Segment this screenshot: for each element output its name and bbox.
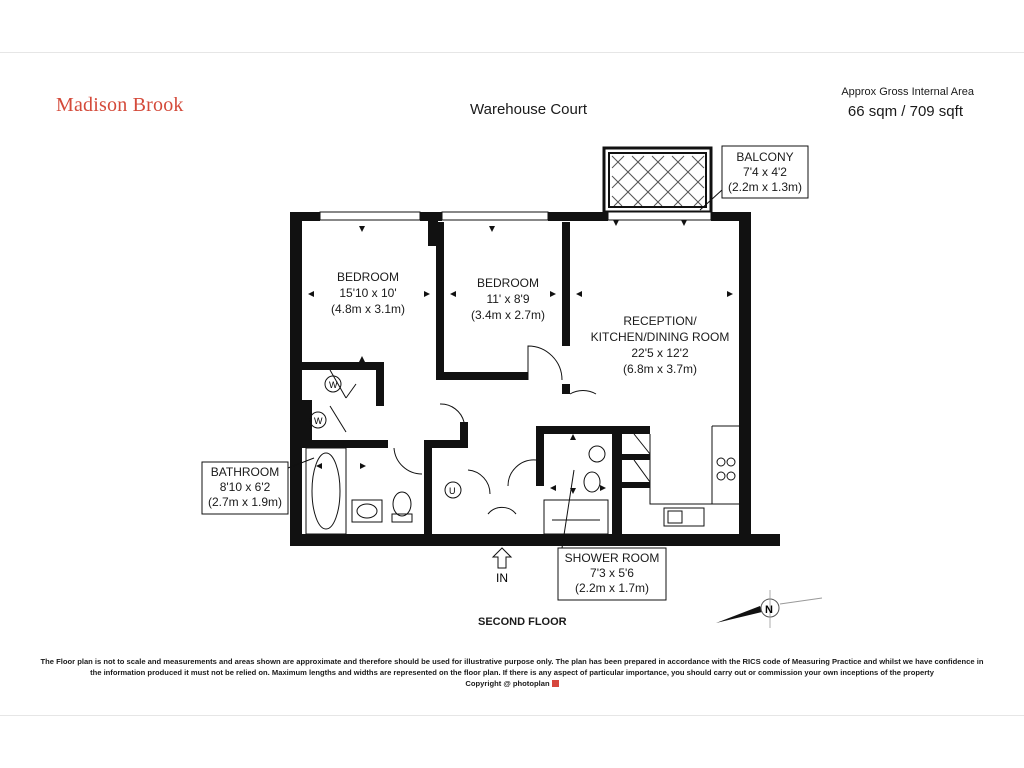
disclaimer: The Floor plan is not to scale and measurements and areas shown are approximate and therefore should be used for illustrative purpose only. The plan has been prepared in accordance with the RICS code of Measuring Practice and whilst we have confidence in the information produced it must not be relied on. Maximum lengths and widths are represented on the floor plan. If there is any aspect of particular importance, you should carry out or commission your own inceptions of the property [40, 657, 984, 677]
bathroom-name: BATHROOM [210, 465, 280, 479]
bedroom-2-imperial: 11' x 8'9 [486, 292, 530, 306]
brand-logo: Madison Brook [56, 94, 184, 116]
entrance-label: IN [496, 571, 508, 585]
reception-imperial: 22'5 x 12'2 [631, 346, 689, 360]
balcony-metric: (2.2m x 1.3m) [727, 180, 803, 194]
balcony-callout [700, 146, 808, 210]
reception-name-line-1: RECEPTION/ [623, 314, 697, 328]
wardrobe-2-label: W [314, 416, 323, 426]
bathroom-metric: (2.7m x 1.9m) [207, 495, 283, 509]
copyright-line [0, 679, 1024, 688]
utility-label: U [449, 486, 456, 496]
bedroom-2-metric: (3.4m x 2.7m) [470, 308, 546, 322]
room-label-reception [591, 314, 730, 376]
shower-fixtures [544, 446, 608, 534]
bedroom-1-name: BEDROOM [336, 270, 400, 284]
balcony-name: BALCONY [736, 150, 794, 164]
balcony [604, 148, 711, 212]
bedroom-2-name: BEDROOM [476, 276, 540, 290]
wardrobe-symbols [310, 376, 461, 498]
compass-icon [716, 590, 822, 628]
bathroom-imperial: 8'10 x 6'2 [219, 480, 271, 494]
bathroom-fixtures [306, 448, 412, 534]
room-label-bedroom-1 [331, 270, 405, 316]
bedroom-1-metric: (4.8m x 3.1m) [330, 302, 406, 316]
reception-name-line-2: KITCHEN/DINING ROOM [590, 330, 730, 344]
wardrobe-1-label: W [329, 380, 338, 390]
photoplan-logo-icon [552, 680, 559, 687]
bedroom-1-imperial: 15'10 x 10' [339, 286, 397, 300]
reception-metric: (6.8m x 3.7m) [622, 362, 698, 376]
outer-walls [290, 212, 780, 546]
kitchen-units [650, 426, 739, 526]
area-value: 66 sqm / 709 sqft [847, 103, 963, 120]
property-title: Warehouse Court [470, 101, 587, 118]
area-label: Approx Gross Internal Area [841, 86, 974, 98]
copyright-text: Copyright @ photoplan [465, 679, 550, 688]
shower-metric: (2.2m x 1.7m) [574, 581, 650, 595]
entrance-arrow [493, 548, 511, 568]
balcony-imperial: 7'4 x 4'2 [743, 165, 787, 179]
windows [320, 212, 711, 220]
shower-name: SHOWER ROOM [564, 551, 660, 565]
room-label-bedroom-2 [471, 276, 545, 322]
floor-label: SECOND FLOOR [478, 616, 567, 628]
shower-imperial: 7'3 x 5'6 [590, 566, 634, 580]
compass-north-label: N [765, 604, 773, 616]
